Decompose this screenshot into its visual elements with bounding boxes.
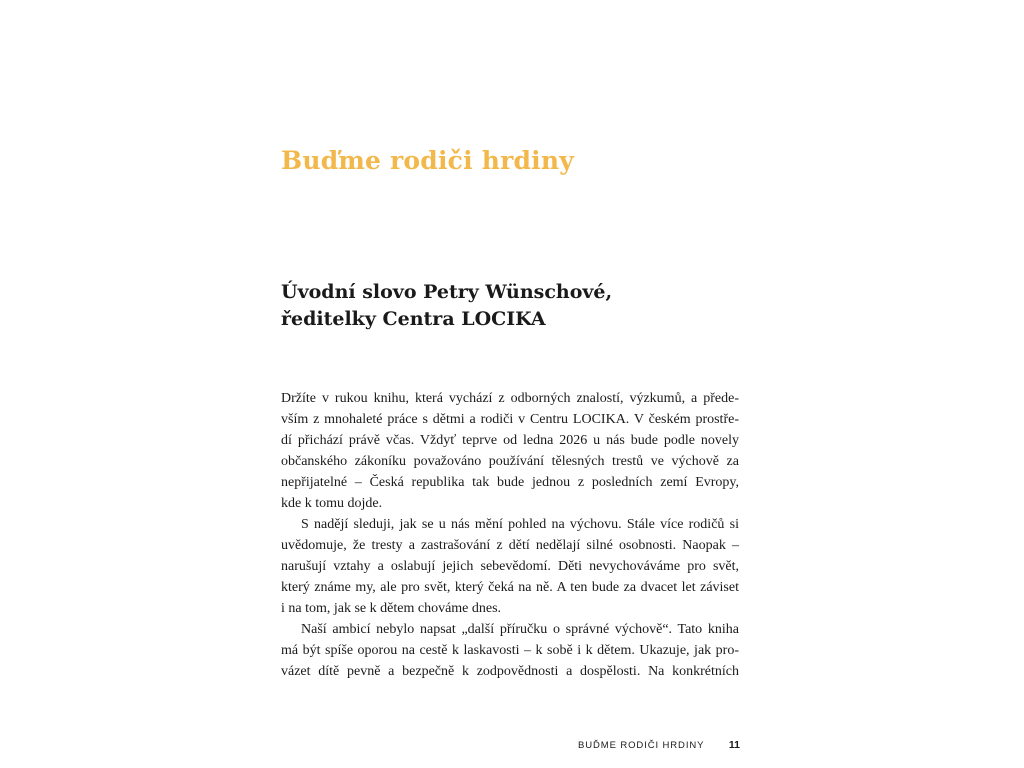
body-line: který známe my, ale pro svět, který čeká na ně. A ten bude za dvacet let záviset — [281, 580, 739, 595]
body-line: S nadějí sleduji, jak se u nás mění pohled na výchovu. Stále více rodičů si — [301, 517, 739, 532]
page-number: 11 — [728, 739, 740, 751]
section-title — [281, 279, 741, 333]
body-line: má být spíše oporou na cestě k laskavosti – k sobě i k dětem. Ukazuje, jak pro- — [281, 643, 739, 658]
running-title: BUĎME RODIČI HRDINY — [578, 739, 705, 751]
body-line: uvědomuje, že tresty a zastrašování z dětí nedělají silné osobnosti. Naopak – — [281, 538, 739, 553]
body-line: Naší ambicí nebylo napsat „další příručku o správné výchově“. Tato kniha — [301, 622, 739, 637]
body-text — [281, 388, 739, 682]
section-title-line: Úvodní slovo Petry Wünschové, — [281, 281, 613, 303]
body-line: vším z mnohaleté práce s dětmi a rodiči v Centru LOCIKA. V českém prostře- — [281, 412, 739, 427]
body-line: Držíte v rukou knihu, která vychází z odborných znalostí, výzkumů, a přede- — [281, 391, 739, 406]
body-line: kde k tomu dojde. — [281, 496, 383, 511]
body-line: občanského zákoníku považováno používání tělesných trestů ve výchově za — [281, 454, 739, 469]
body-line: nepřijatelné – Česká republika tak bude jednou z posledních zemí Evropy, — [281, 475, 739, 490]
section-title-line: ředitelky Centra LOCIKA — [281, 308, 546, 330]
page-footer — [578, 738, 740, 752]
body-line: narušují vztahy a oslabují jejich sebevědomí. Děti nevychováváme pro svět, — [281, 559, 739, 574]
chapter-title: Buďme rodiči hrdiny — [281, 146, 574, 175]
body-line: i na tom, jak se k dětem chováme dnes. — [281, 601, 502, 616]
body-line: vázet dítě pevně a bezpečně k zodpovědnosti a dospělosti. Na konkrétních — [281, 664, 739, 679]
body-line: dí přichází právě včas. Vždyť teprve od ledna 2026 u nás bude podle novely — [281, 433, 739, 448]
